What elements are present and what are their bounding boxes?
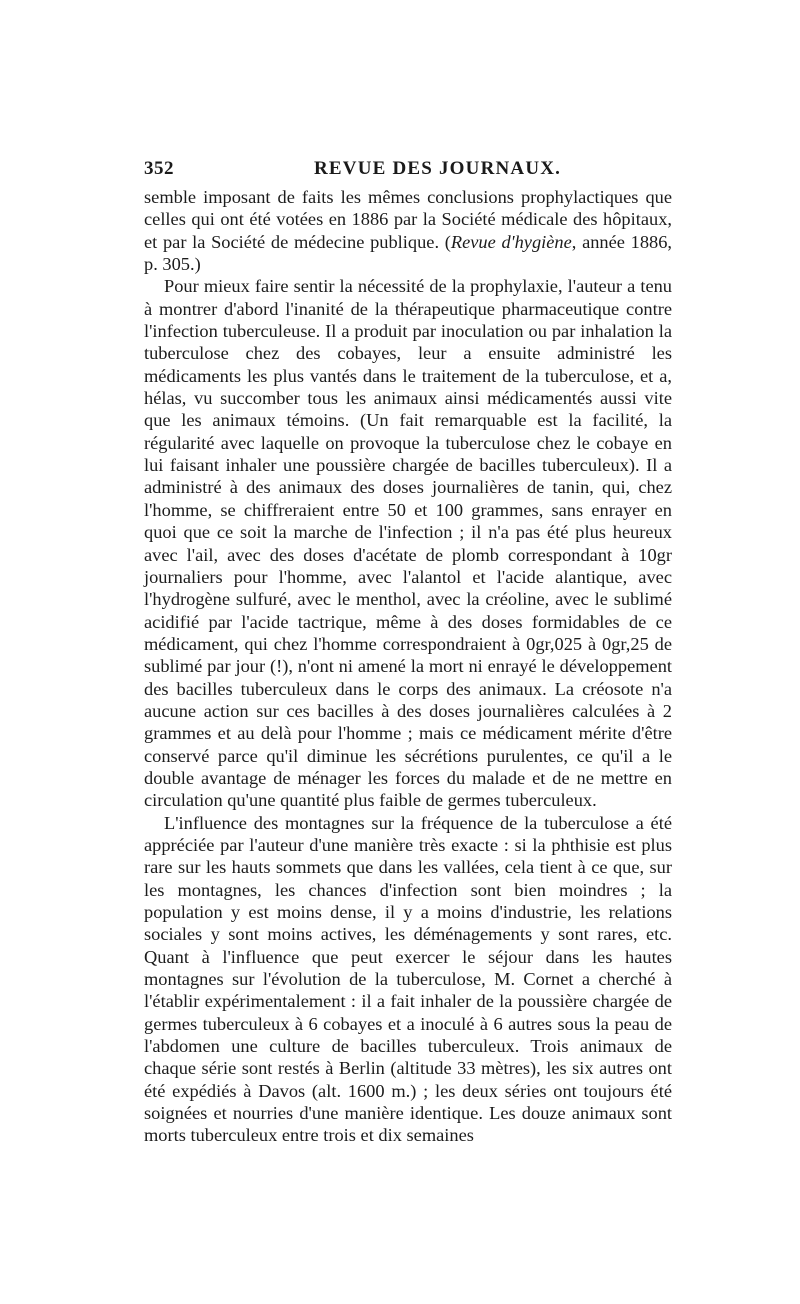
body-text <box>144 186 672 1147</box>
journal-reference-title: Revue d'hygiène <box>450 231 572 252</box>
running-title: REVUE DES JOURNAUX. <box>314 158 562 179</box>
paragraph-text: semble imposant de faits les mêmes conclusions prophylactiques que celles qui ont été votées en 1886 par la Société médicale des hôpitaux, et par la Société de médecine publique. ( <box>144 187 672 252</box>
paragraph-prophylaxie: Pour mieux faire sentir la nécessité de la prophylaxie, l'auteur a tenu à montrer d'abord l'inanité de la thérapeutique pharmaceutique contre l'infection tuberculeuse. Il a produit par inoculation ou par inhalation la tuberculose chez des cobayes, leur a ensuite administré les médicaments les plus vantés dans le traitement de la tuberculose, et a, hélas, vu succomber tous les animaux ainsi médicamentés aussi vite que les animaux témoins. (Un fait remarquable est la facilité, la régularité avec laquelle on provoque la tuberculose chez le cobaye en lui faisant inhaler une poussière chargée de bacilles tuberculeux). Il a administré à des animaux des doses journalières de tanin, qui, chez l'homme, se chiffreraient entre 50 et 100 grammes, sans enrayer en quoi que ce soit la marche de l'infection ; il n'a pas été plus heureux avec l'ail, avec des doses d'acétate de plomb correspondant à 10gr journaliers pour l'homme, avec l'alantol et l'acide alantique, avec l'hydrogène sulfuré, avec le menthol, avec la créoline, avec le sublimé acidifié par l'acide tactrique, même à des doses formidables de ce médicament, qui chez l'homme correspondraient à 0gr,025 à 0gr,25 de sublimé par jour (!), n'ont ni amené la mort ni enrayé le développement des bacilles tuberculeux dans le corps des animaux. La créosote n'a aucune action sur ces bacilles à des doses journalières calculées à 2 grammes et au delà pour l'homme ; mais ce médicament mérite d'être conservé parce qu'il diminue les sécrétions purulentes, ce qu'il a le double avantage de ménager les forces du malade et de ne mettre en circulation qu'une quantité plus faible de germes tuberculeux. <box>144 276 672 811</box>
paragraph-continuation <box>144 186 672 275</box>
paragraph-montagnes: L'influence des montagnes sur la fréquence de la tuberculose a été appréciée par l'auteur d'une manière très exacte : si la phthisie est plus rare sur les hauts sommets que dans les vallées, cela tient à ce que, sur les montagnes, les chances d'infection sont bien moindres ; la population y est moins dense, il y a moins d'industrie, les relations sociales y sont moins actives, les déménagements y sont rares, etc. Quant à l'influence que peut exercer le séjour dans les hautes montagnes sur l'évolution de la tuberculose, M. Cornet a cherché à l'établir expérimentalement : il a fait inhaler de la poussière chargée de germes tuberculeux à 6 cobayes et a inoculé à 6 autres sous la peau de l'abdomen une culture de bacilles tuberculeux. Trois animaux de chaque série sont restés à Berlin (altitude 33 mètres), les six autres ont été expédiés à Davos (alt. 1600 m.) ; les deux séries ont toujours été soignées et nourries d'une manière identique. Les douze animaux sont morts tuberculeux entre trois et dix semaines <box>144 812 672 1146</box>
page-number: 352 <box>144 158 174 179</box>
paragraph-text: , année 1886, p. 305.) <box>144 231 673 275</box>
page-header <box>144 158 672 184</box>
